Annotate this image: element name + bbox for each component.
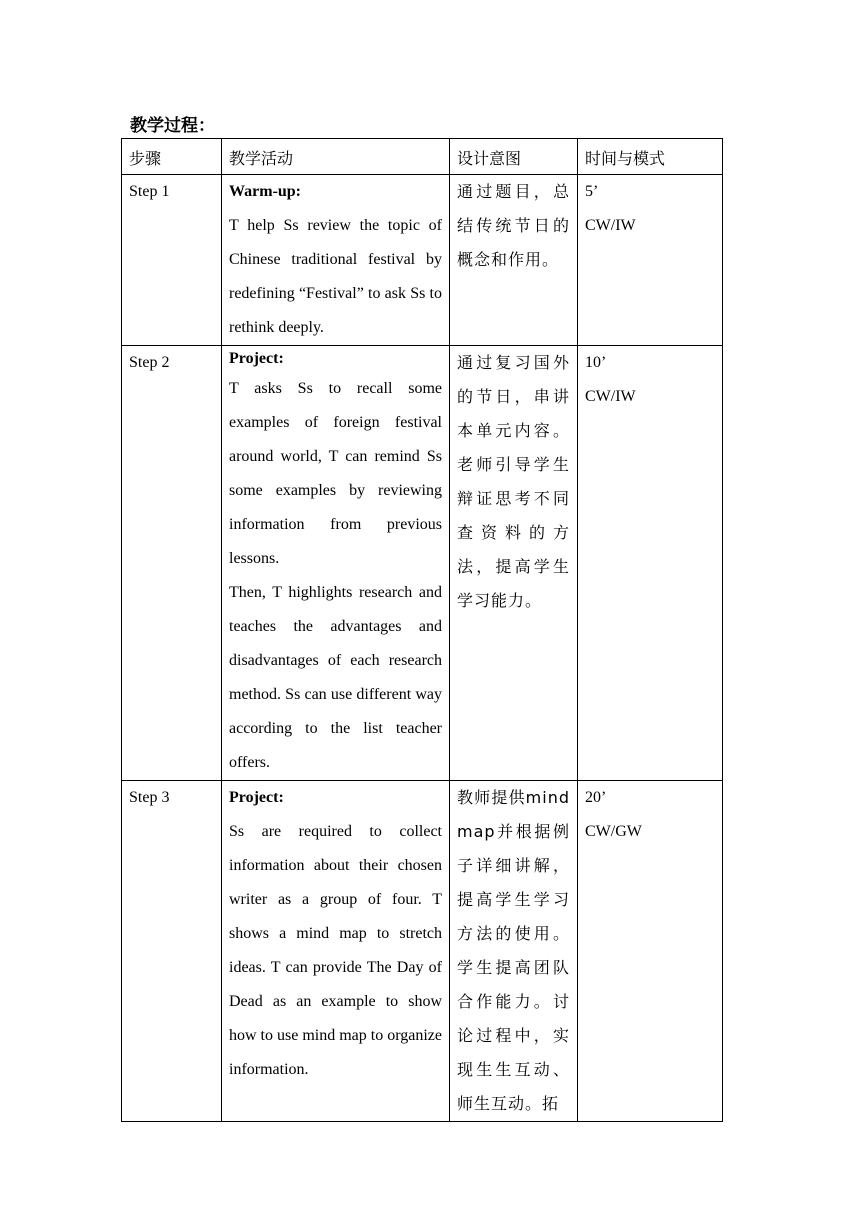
intent-cell: 通过复习国外的节日，串讲本单元内容。老师引导学生辩证思考不同查资料的方法，提高学生学习能力。 [450,346,578,781]
page-title: 教学过程： [130,116,215,136]
time-mode-cell [578,175,723,346]
activity-text: T asks Ss to recall some examples of foreign festival around world, T can remind Ss some examples by reviewing information from previous lessons. [229,380,442,567]
header-intent: 设计意图 [450,139,578,175]
step-cell: Step 2 [122,346,222,781]
teaching-process-table [121,138,723,1122]
header-activity: 教学活动 [222,139,450,175]
activity-text: T help Ss review the topic of Chinese traditional festival by redefining “Festival” to ask Ss to rethink deeply. [229,217,442,336]
time-mode-cell [578,346,723,781]
table-header-row [122,139,723,175]
mode-value: CW/IW [585,217,636,234]
header-step: 步骤 [122,139,222,175]
mode-value: CW/GW [585,823,642,840]
time-mode-cell [578,781,723,1122]
step-cell: Step 1 [122,175,222,346]
activity-cell [222,175,450,346]
activity-text: Then, T highlights research and teaches the advantages and disadvantages of each research method. Ss can use different way according to the list teacher offers. [229,584,442,771]
intent-cell: 通过题目，总结传统节日的概念和作用。 [450,175,578,346]
intent-cell: 教师提供mind map并根据例子详细讲解，提高学生学习方法的使用。学生提高团队合作能力。讨论过程中，实现生生互动、师生互动。拓 [450,781,578,1122]
activity-title: Project: [229,350,284,367]
table-row [122,346,723,781]
table-row [122,781,723,1122]
time-value: 5’ [585,183,599,200]
activity-cell [222,781,450,1122]
time-value: 10’ [585,354,607,371]
table-row [122,175,723,346]
mode-value: CW/IW [585,388,636,405]
time-value: 20’ [585,789,607,806]
activity-title: Project: [229,789,284,806]
activity-cell [222,346,450,781]
activity-text: Ss are required to collect information about their chosen writer as a group of four. T shows a mind map to stretch ideas. T can provide The Day of Dead as an example to show how to use mind map to organize information. [229,823,442,1078]
activity-title: Warm-up: [229,183,301,200]
header-time-mode: 时间与模式 [578,139,723,175]
step-cell: Step 3 [122,781,222,1122]
